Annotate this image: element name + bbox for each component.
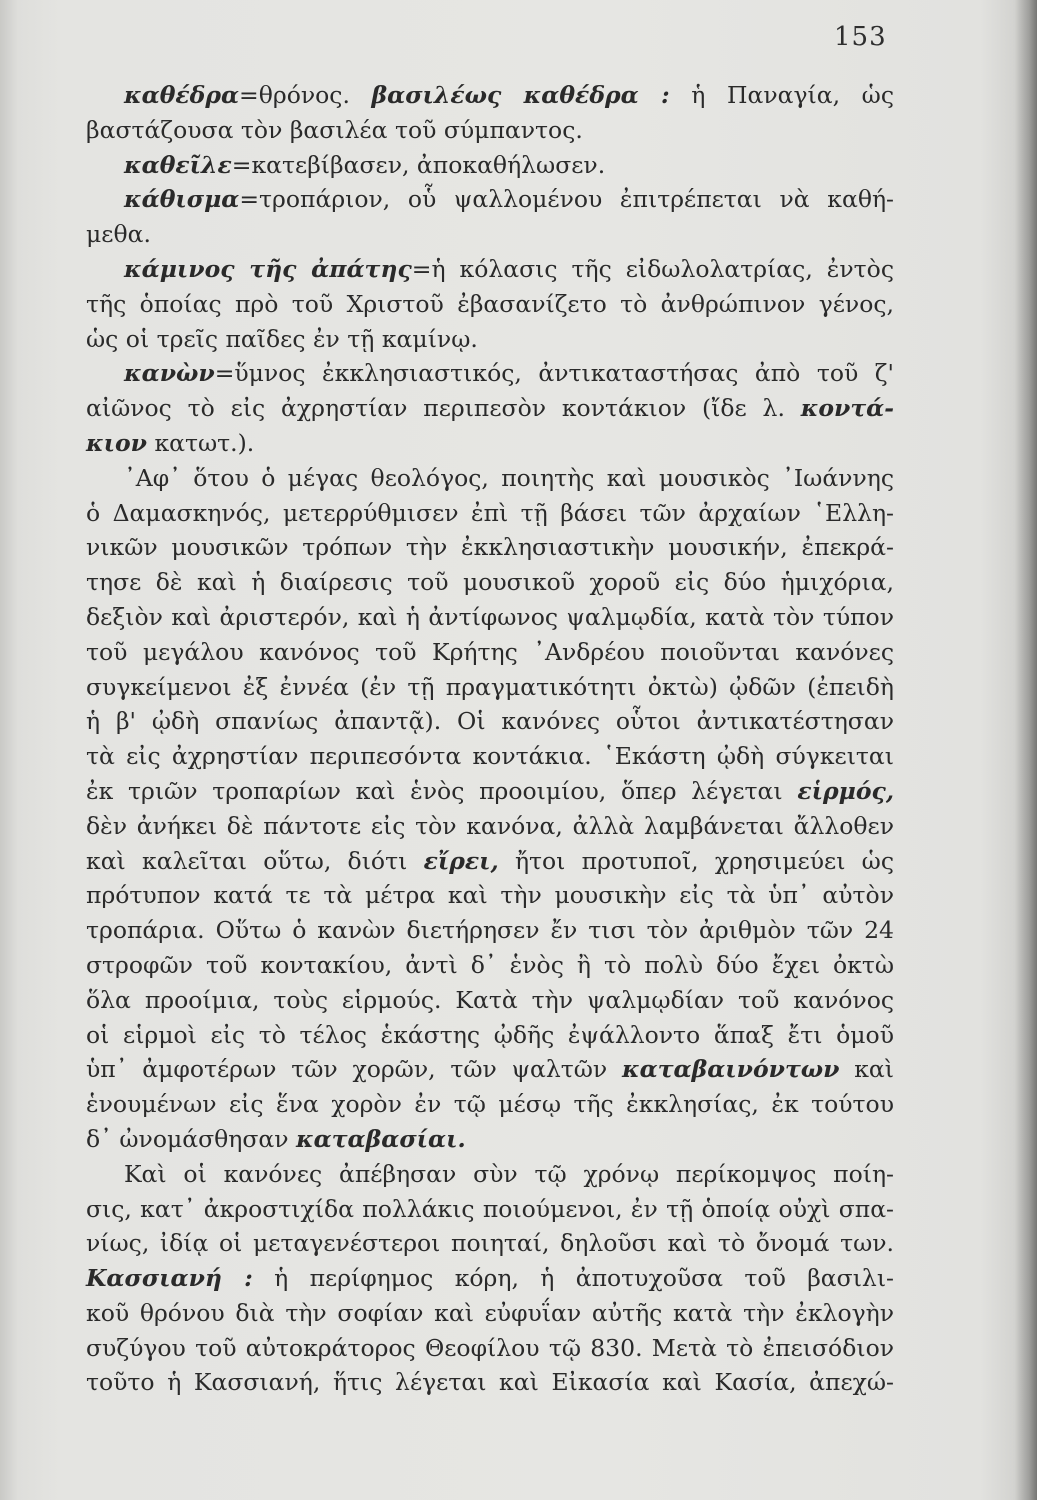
text-run: μεθα. xyxy=(86,220,151,249)
text-line xyxy=(86,148,894,183)
text-run: ἤτοι προτυποῖ, χρησιμεύει ὡς xyxy=(498,846,894,875)
text-run: Καὶ οἱ κανόνες ἀπέβησαν σὺν τῷ χρόνῳ περίκομψος ποίη- xyxy=(124,1159,894,1188)
text-run: ἡ β' ᾠδὴ σπανίως ἀπαντᾷ). Οἱ κανόνες οὗτοι ἀντικατέστησαν xyxy=(86,707,894,736)
text-run: τῆς ὁποίας πρὸ τοῦ Χριστοῦ ἐβασανίζετο τὸ ἀνθρώπινον γένος, xyxy=(86,289,894,318)
text-line xyxy=(86,670,894,705)
text-line xyxy=(86,565,894,600)
text-line xyxy=(86,1122,894,1157)
bold-term: καθεῖλε xyxy=(124,150,232,179)
text-run: ὁ Δαμασκηνός, μετερρύθμισεν ἐπὶ τῇ βάσει τῶν ἀρχαίων ῾Ελλη- xyxy=(86,498,894,527)
text-line xyxy=(86,1365,894,1400)
text-line xyxy=(86,1226,894,1261)
text-run: στροφῶν τοῦ κοντακίου, ἀντὶ δ᾿ ἑνὸς ἢ τὸ πολὺ δύο ἔχει ὀκτὼ xyxy=(86,950,894,979)
text-line xyxy=(86,1018,894,1053)
text-run: τὰ εἰς ἀχρηστίαν περιπεσόντα κοντάκια. ῾Εκάστη ᾠδὴ σύγκειται xyxy=(86,742,894,771)
text-run: συζύγου τοῦ αὐτοκράτορος Θεοφίλου τῷ 830. Μετὰ τὸ ἐπεισόδιον xyxy=(86,1333,894,1362)
text-line xyxy=(86,600,894,635)
bold-term: καταβαινόντων xyxy=(622,1055,840,1084)
text-run: αἰῶνος τὸ εἰς ἀχρηστίαν περιπεσὸν κοντάκιον (ἴδε λ. xyxy=(86,394,801,423)
text-run: δ᾿ ὠνομάσθησαν xyxy=(86,1124,297,1153)
text-run: =ὕμνος ἐκκλησιαστικός, ἀντικαταστήσας ἀπὸ τοῦ ζ' xyxy=(214,359,894,388)
text-line xyxy=(86,287,894,322)
text-run: σις, κατ᾿ ἀκροστιχίδα πολλάκις ποιούμενοι, ἐν τῇ ὁποίᾳ οὐχὶ σπα- xyxy=(86,1194,894,1223)
text-run: συγκείμενοι ἐξ ἐννέα (ἐν τῇ πραγματικότητι ὀκτὼ) ᾠδῶν (ἐπειδὴ xyxy=(86,672,894,701)
text-run: =ἡ κόλασις τῆς εἰδωλολατρίας, ἐντὸς xyxy=(411,254,894,283)
text-line xyxy=(86,704,894,739)
text-run: =θρόνος. xyxy=(239,81,372,109)
text-run: =τροπάριον, οὗ ψαλλομένου ἐπιτρέπεται νὰ καθή- xyxy=(239,185,894,214)
text-line xyxy=(86,252,894,287)
text-line xyxy=(86,739,894,774)
text-line xyxy=(86,356,894,391)
text-run: ὑπ᾿ ἀμφοτέρων τῶν χορῶν, τῶν ψαλτῶν xyxy=(86,1055,622,1084)
text-run: δεξιὸν καὶ ἀριστερόν, καὶ ἡ ἀντίφωνος ψαλμῳδία, κατὰ τὸν τύπον xyxy=(86,602,894,631)
text-line xyxy=(86,1052,894,1087)
text-line xyxy=(86,391,894,426)
page-number: 153 xyxy=(834,22,887,52)
text-line xyxy=(86,322,894,357)
bold-term: καταβασίαι. xyxy=(296,1124,466,1153)
text-run: ἡ περίφημος κόρη, ἡ ἀποτυχοῦσα τοῦ βασιλι- xyxy=(252,1264,894,1293)
text-run: καὶ xyxy=(839,1055,894,1084)
body-text xyxy=(86,78,894,1400)
bold-term: εἴρει, xyxy=(423,846,499,875)
text-line xyxy=(86,426,894,461)
bold-term: κάθισμα xyxy=(124,185,240,214)
text-run: ὅλα προοίμια, τοὺς εἱρμούς. Κατὰ τὴν ψαλμῳδίαν τοῦ κανόνος xyxy=(86,985,894,1014)
text-run: ἡ Παναγία, ὡς xyxy=(669,81,894,109)
text-line xyxy=(86,1157,894,1192)
text-run: ᾿Αφ᾿ ὅτου ὁ μέγας θεολόγος, ποιητὴς καὶ μουσικὸς ᾿Ιωάννης xyxy=(124,463,894,492)
bold-term: κάμινος τῆς ἀπάτης xyxy=(124,254,412,283)
text-line xyxy=(86,530,894,565)
text-line xyxy=(86,461,894,496)
text-run: κατωτ.). xyxy=(146,428,255,457)
text-run: τροπάρια. Οὕτω ὁ κανὼν διετήρησεν ἔν τισι τὸν ἀριθμὸν τῶν 24 xyxy=(86,916,894,945)
text-run: δὲν ἀνήκει δὲ πάντοτε εἰς τὸν κανόνα, ἀλλὰ λαμβάνεται ἄλλοθεν xyxy=(86,811,894,840)
text-run: βαστάζουσα τὸν βασιλέα τοῦ σύμπαντος. xyxy=(86,115,583,144)
text-run: οἱ εἱρμοὶ εἰς τὸ τέλος ἑκάστης ᾠδῆς ἐψάλλοντο ἅπαξ ἔτι ὁμοῦ xyxy=(86,1020,894,1049)
text-run: πρότυπον κατά τε τὰ μέτρα καὶ τὴν μουσικὴν εἰς τὰ ὑπ᾿ αὐτὸν xyxy=(86,881,894,910)
text-line xyxy=(86,1331,894,1366)
bold-term: βασιλέως καθέδρα : xyxy=(371,81,670,109)
text-run: καὶ καλεῖται οὕτω, διότι xyxy=(86,846,424,875)
text-line xyxy=(86,878,894,913)
bold-term: εἱρμός, xyxy=(797,776,894,805)
page-edge-shadow xyxy=(1015,0,1037,1500)
text-run: κοῦ θρόνου διὰ τὴν σοφίαν καὶ εὐφυΐαν αὐτῆς κατὰ τὴν ἐκλογὴν xyxy=(86,1298,894,1327)
text-run: νικῶν μουσικῶν τρόπων τὴν ἐκκλησιαστικὴν μουσικήν, ἐπεκρά- xyxy=(86,533,894,562)
text-run: ἐκ τριῶν τροπαρίων καὶ ἑνὸς προοιμίου, ὅπερ λέγεται xyxy=(86,776,798,805)
text-run: =κατεβίβασεν, ἀποκαθήλωσεν. xyxy=(231,150,606,179)
text-line xyxy=(86,774,894,809)
text-line xyxy=(86,182,894,217)
text-line xyxy=(86,809,894,844)
bold-term: Κασσιανή : xyxy=(86,1264,253,1293)
text-line xyxy=(86,1192,894,1227)
text-line xyxy=(86,496,894,531)
text-line xyxy=(86,913,894,948)
text-line xyxy=(86,1296,894,1331)
bold-term: κανὼν xyxy=(124,359,215,388)
text-run: τησε δὲ καὶ ἡ διαίρεσις τοῦ μουσικοῦ χοροῦ εἰς δύο ἡμιχόρια, xyxy=(86,568,894,597)
bold-term: καθέδρα xyxy=(124,81,240,109)
text-line xyxy=(86,217,894,252)
bold-term: κιον xyxy=(86,428,147,457)
text-line xyxy=(86,635,894,670)
text-line xyxy=(86,844,894,879)
text-run: ὡς οἱ τρεῖς παῖδες ἐν τῇ καμίνῳ. xyxy=(86,324,478,353)
text-run: νίως, ἰδίᾳ οἱ μεταγενέστεροι ποιηταί, δηλοῦσι καὶ τὸ ὄνομά των. xyxy=(86,1229,894,1258)
text-line xyxy=(86,1261,894,1296)
text-line xyxy=(86,1087,894,1122)
text-run: τοῦ μεγάλου κανόνος τοῦ Κρήτης ᾿Ανδρέου ποιοῦνται κανόνες xyxy=(86,637,894,666)
text-line xyxy=(86,983,894,1018)
text-line xyxy=(86,113,894,148)
bold-term: κοντά- xyxy=(800,394,894,423)
text-line xyxy=(86,78,894,113)
text-run: τοῦτο ἡ Κασσιανή, ἥτις λέγεται καὶ Εἰκασία καὶ Κασία, ἀπεχώ- xyxy=(86,1368,894,1397)
text-line xyxy=(86,948,894,983)
text-run: ἑνουμένων εἰς ἕνα χορὸν ἐν τῷ μέσῳ τῆς ἐκκλησίας, ἐκ τούτου xyxy=(86,1090,894,1119)
